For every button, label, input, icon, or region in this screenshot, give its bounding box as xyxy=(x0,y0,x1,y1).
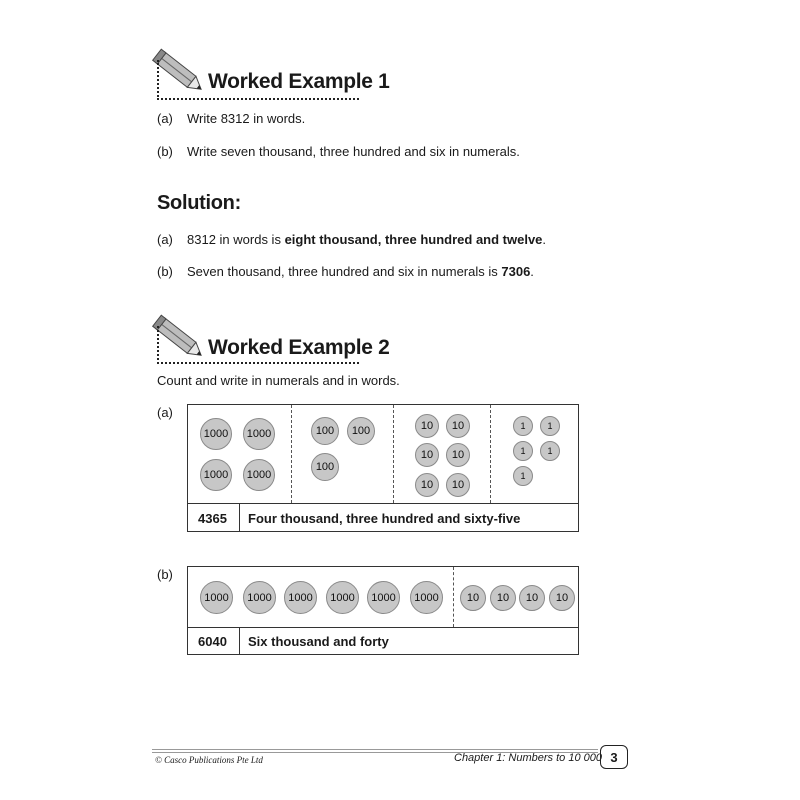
footer-chapter: Chapter 1: Numbers to 10 000 xyxy=(454,752,602,764)
coin-1000: 1000 xyxy=(243,459,275,491)
solution-a-text xyxy=(187,232,546,247)
place-value-table-b xyxy=(187,566,579,655)
coin-10: 10 xyxy=(446,473,470,497)
coin-10: 10 xyxy=(446,443,470,467)
solution-a-pre: 8312 in words is xyxy=(187,232,285,247)
header-dotted-underline xyxy=(157,362,359,364)
coin-1000: 1000 xyxy=(284,581,317,614)
coin-1000: 1000 xyxy=(410,581,443,614)
answer-row-divider xyxy=(188,627,578,628)
answer-words: Four thousand, three hundred and sixty-five xyxy=(248,511,521,526)
example2-b-label: (b) xyxy=(157,567,173,582)
example1-a-label: (a) xyxy=(157,111,173,126)
column-divider xyxy=(453,567,454,627)
example2-a-label: (a) xyxy=(157,405,173,420)
coin-1000: 1000 xyxy=(243,418,275,450)
coin-100: 100 xyxy=(347,417,375,445)
coin-1: 1 xyxy=(513,416,533,436)
solution-b-post: . xyxy=(530,264,534,279)
coin-1000: 1000 xyxy=(243,581,276,614)
example2-instruction: Count and write in numerals and in words. xyxy=(157,373,400,388)
header-dotted-border xyxy=(157,326,159,364)
place-value-table-a xyxy=(187,404,579,532)
column-divider xyxy=(393,405,394,503)
solution-heading: Solution: xyxy=(157,192,241,214)
answer-words: Six thousand and forty xyxy=(248,634,389,649)
answer-row-divider xyxy=(188,503,578,504)
coin-1000: 1000 xyxy=(200,418,232,450)
answer-numeral: 4365 xyxy=(198,511,227,526)
solution-b-label: (b) xyxy=(157,264,173,279)
coin-10: 10 xyxy=(415,443,439,467)
solution-a-post: . xyxy=(542,232,547,247)
page-number: 3 xyxy=(600,745,628,769)
example2-title: Worked Example 2 xyxy=(208,336,390,359)
solution-b-text xyxy=(187,264,534,279)
coin-10: 10 xyxy=(460,585,486,611)
header-dotted-underline xyxy=(157,98,359,100)
coin-10: 10 xyxy=(549,585,575,611)
column-divider xyxy=(490,405,491,503)
solution-a-answer: eight thousand, three hundred and twelve xyxy=(284,232,543,247)
coin-10: 10 xyxy=(519,585,545,611)
footer-copyright: © Casco Publications Pte Ltd xyxy=(155,755,263,765)
coin-100: 100 xyxy=(311,417,339,445)
coin-1000: 1000 xyxy=(367,581,400,614)
solution-b-answer: 7306 xyxy=(501,264,531,279)
coin-1: 1 xyxy=(540,441,560,461)
answer-cell-divider xyxy=(239,503,240,531)
example1-b-text: Write seven thousand, three hundred and six in numerals. xyxy=(187,144,520,159)
coin-1000: 1000 xyxy=(200,459,232,491)
solution-b-pre: Seven thousand, three hundred and six in numerals is xyxy=(187,264,502,279)
column-divider xyxy=(291,405,292,503)
coin-1000: 1000 xyxy=(326,581,359,614)
footer-rule xyxy=(152,749,598,750)
pencil-icon xyxy=(150,48,210,100)
solution-a-label: (a) xyxy=(157,232,173,247)
coin-1: 1 xyxy=(540,416,560,436)
answer-cell-divider xyxy=(239,627,240,654)
coin-1: 1 xyxy=(513,441,533,461)
header-dotted-border xyxy=(157,60,159,100)
example1-title: Worked Example 1 xyxy=(208,70,390,93)
coin-10: 10 xyxy=(490,585,516,611)
answer-numeral: 6040 xyxy=(198,634,227,649)
example1-a-text: Write 8312 in words. xyxy=(187,111,306,126)
coin-1000: 1000 xyxy=(200,581,233,614)
coin-10: 10 xyxy=(446,414,470,438)
coin-10: 10 xyxy=(415,473,439,497)
pencil-icon xyxy=(150,314,210,366)
coin-1: 1 xyxy=(513,466,533,486)
example1-b-label: (b) xyxy=(157,144,173,159)
coin-100: 100 xyxy=(311,453,339,481)
coin-10: 10 xyxy=(415,414,439,438)
